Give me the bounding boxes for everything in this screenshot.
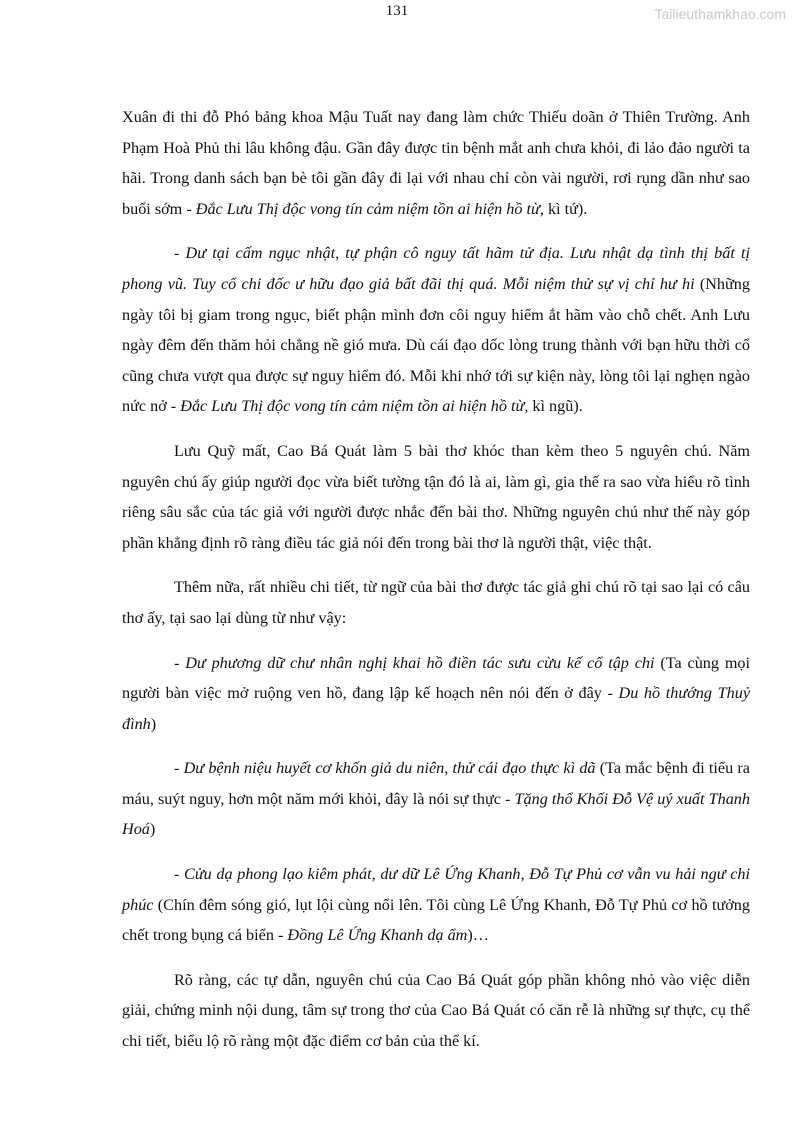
paragraph-2 <box>122 238 750 422</box>
body-text: kì tứ). <box>543 199 588 218</box>
body-text: (Chín đêm sóng gió, lụt lội cùng nổi lên. Tôi cùng Lê Ứng Khanh, Đỗ Tự Phủ cơ hồ tưởng chết trong bụng cá biển - <box>122 895 750 945</box>
paragraph-5 <box>122 648 750 740</box>
body-text: Thêm nữa, rất nhiều chi tiết, từ ngữ của bài thơ được tác giả ghi chú rõ tại sao lại có câu thơ ấy, tại sao lại dùng từ như vậy: <box>122 578 750 627</box>
body-text: (Những ngày tôi bị giam trong ngục, biết phận mình đơn côi nguy hiểm ắt hãm vào chỗ chết. Anh Lưu ngày đêm đến thăm hỏi chẳng nề gió mưa. Dù cái đạo dốc lòng trung thành với bạn hữu thời cổ cũng chưa vượt qua được sự nguy hiểm đó. Mỗi khi nhớ tới sự kiện này, lòng tôi lại nghẹn ngào nức nở - <box>122 274 750 416</box>
page-number: 131 <box>385 3 409 19</box>
document-body <box>122 102 750 1071</box>
italic-text: - Dư tại cấm ngục nhật, tự phận cô nguy tất hãm tử địa. Lưu nhật dạ tình thị bất tị phong vũ. Tuy cổ chi đốc ư hữu đạo giả bất đãi thị quá. Mỗi niệm thử sự vị chỉ hư hi <box>122 244 750 293</box>
body-text: Xuân đi thi đỗ Phó bảng khoa Mậu Tuất nay đang làm chức Thiếu doãn ở Thiên Trường. Anh Phạm Hoà Phủ thi lâu không đậu. Gần đây được tin bệnh mắt anh chưa khỏi, đi lảo đảo người ta hãi. Trong danh sách bạn bè tôi gần đây đi lại với nhau chỉ còn vài người, rơi rụng dần như sao buổi sớm - <box>122 108 750 218</box>
body-text: (Ta mắc bệnh đi tiểu ra máu, suýt nguy, hơn một năm mới khỏi, đây là nói sự thực - <box>122 759 750 808</box>
body-text: ) <box>150 714 157 733</box>
body-text: kì ngũ). <box>528 397 583 416</box>
watermark: Tailieuthamkhao.com <box>654 6 786 22</box>
body-text: ) <box>149 820 156 839</box>
italic-text: Đắc Lưu Thị độc vong tín cảm niệm tồn ai hiện hồ từ, <box>180 397 529 416</box>
paragraph-1 <box>122 102 750 224</box>
italic-text: - Dư bệnh niệu huyết cơ khốn giả du niên, thử cái đạo thực kì dã <box>174 759 596 778</box>
body-text: Lưu Quỹ mất, Cao Bá Quát làm 5 bài thơ khóc than kèm theo 5 nguyên chú. Năm nguyên chú ấy giúp người đọc vừa biết tường tận đó là ai, làm gì, gia thế ra sao vừa hiểu rõ tình riêng sâu sắc của tác giả với người được nhắc đến bài thơ. Những nguyên chú như thế này góp phần khẳng định rõ ràng điều tác giả nói đến trong bài thơ là người thật, việc thật. <box>122 441 750 552</box>
italic-text: Tặng thổ Khối Đỗ Vệ uý xuất Thanh Hoá <box>122 789 750 839</box>
italic-text: Đắc Lưu Thị độc vong tín cảm niệm tồn ai hiện hồ từ, <box>195 199 544 218</box>
italic-text: - Dư phương dữ chư nhân nghị khai hồ điền tác sưu cừu kế cổ tập chi <box>174 653 655 672</box>
paragraph-3 <box>122 436 750 558</box>
italic-text: Đồng Lê Ứng Khanh dạ ẩm <box>287 926 468 945</box>
paragraph-8 <box>122 965 750 1057</box>
italic-text: - Cửu dạ phong lạo kiêm phát, dư dữ Lê Ứng Khanh, Đỗ Tự Phủ cơ vẫn vu hải ngư chi phúc <box>122 865 750 914</box>
body-text: Rõ ràng, các tự dẫn, nguyên chú của Cao Bá Quát góp phần không nhỏ vào việc diễn giải, chứng minh nội dung, tâm sự trong thơ của Cao Bá Quát có căn rễ là những sự thực, cụ thể chi tiết, biểu lộ rõ ràng một đặc điểm cơ bản của thể kí. <box>122 970 750 1051</box>
body-text: )… <box>467 926 489 945</box>
italic-text: Du hồ thướng Thuỷ đình <box>122 684 750 733</box>
body-text: (Ta cùng mọi người bàn việc mở ruộng ven hồ, đang lập kế hoạch nên nói đến ở đây - <box>122 653 750 703</box>
paragraph-6 <box>122 753 750 845</box>
paragraph-4 <box>122 572 750 633</box>
paragraph-7 <box>122 859 750 951</box>
